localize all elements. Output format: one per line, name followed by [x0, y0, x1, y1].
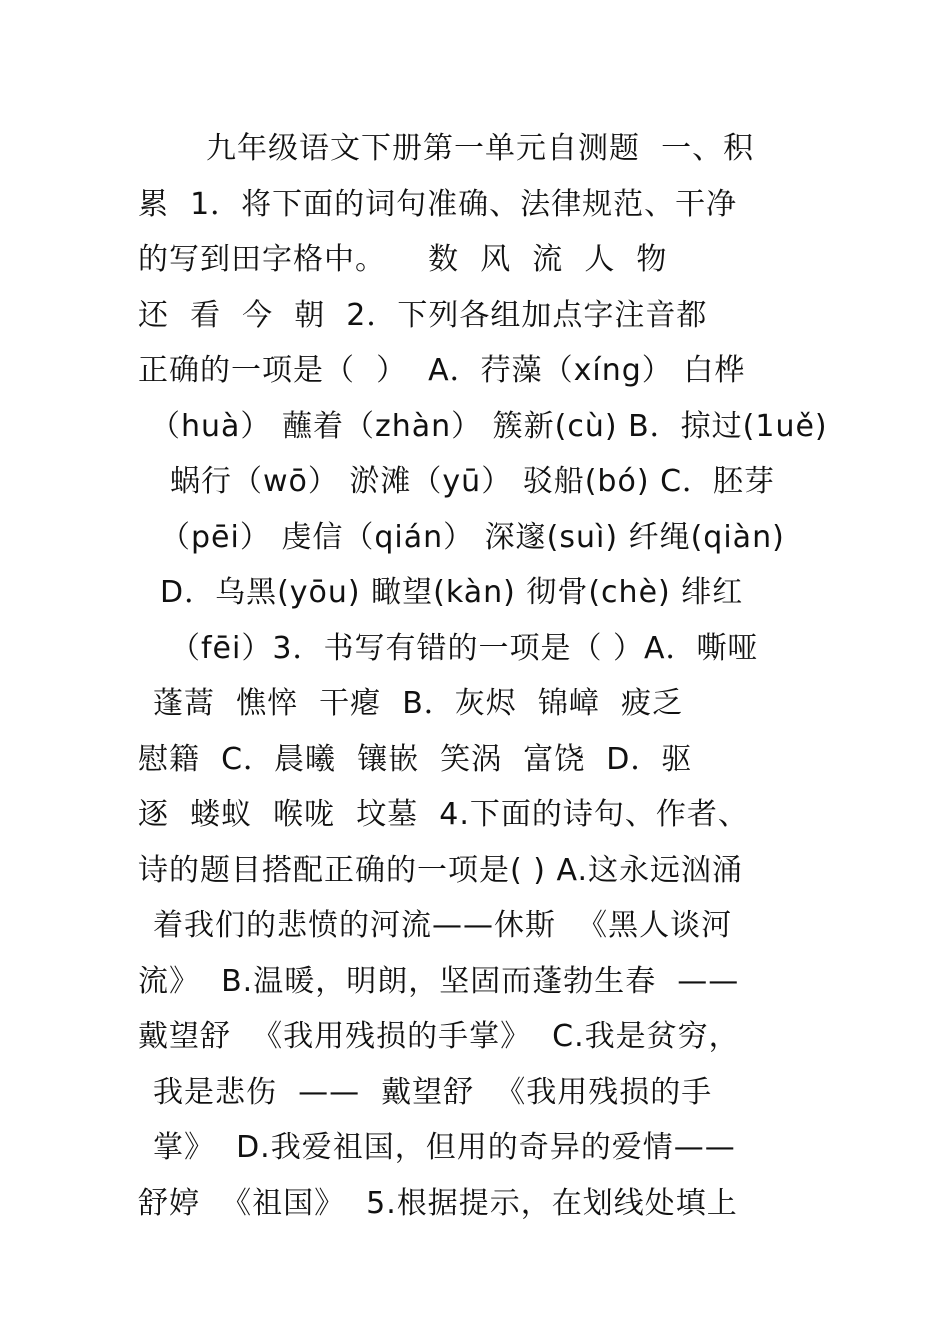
- text-line: 蜗行（wō） 淤滩（yū） 驳船(bó) C．胚芽: [170, 464, 776, 499]
- text-line: 的写到田字格中。 数 风 流 人 物: [138, 242, 668, 277]
- text-line: 蓬蒿 憔悴 干瘪 B．灰烬 锦嶂 疲乏: [153, 686, 683, 721]
- text-line: （fēi）3．书写有错的一项是（ ）A．嘶哑: [170, 631, 759, 666]
- text-line: 掌》 D.我爱祖国，但用的奇异的爱情——: [153, 1130, 736, 1165]
- text-line: D．乌黑(yōu) 瞰望(kàn) 彻骨(chè) 绯红: [160, 575, 744, 610]
- text-line: 慰籍 C．晨曦 镶嵌 笑涡 富饶 D．驱: [138, 742, 693, 777]
- text-line: 九年级语文下册第一单元自测题 一、积: [206, 131, 755, 166]
- text-line: 诗的题目搭配正确的一项是( ) A.这永远汹涌: [138, 853, 744, 888]
- text-line: 还 看 今 朝 2．下列各组加点字注音都: [138, 298, 708, 333]
- text-line: （pēi） 虔信（qián） 深邃(suì) 纤绳(qiàn): [160, 520, 785, 555]
- text-line: 舒婷 《祖国》 5.根据提示，在划线处填上: [138, 1186, 738, 1221]
- text-line: 着我们的悲愤的河流——休斯 《黑人谈河: [153, 908, 733, 943]
- text-line: 正确的一项是（ ） A．荇藻（xíng） 白桦: [138, 353, 746, 388]
- text-line: 累 1．将下面的词句准确、法律规范、干净: [138, 187, 738, 222]
- text-line: 戴望舒 《我用残损的手掌》 C.我是贫穷，: [138, 1019, 740, 1054]
- text-line: （huà） 蘸着（zhàn） 簇新(cù) B．掠过(1uě): [150, 409, 828, 444]
- text-line: 我是悲伤 —— 戴望舒 《我用残损的手: [153, 1075, 713, 1110]
- text-line: 流》 B.温暖，明朗，坚固而蓬勃生春 ——: [138, 964, 740, 999]
- text-line: 逐 蝼蚁 喉咙 坟墓 4.下面的诗句、作者、: [138, 797, 749, 832]
